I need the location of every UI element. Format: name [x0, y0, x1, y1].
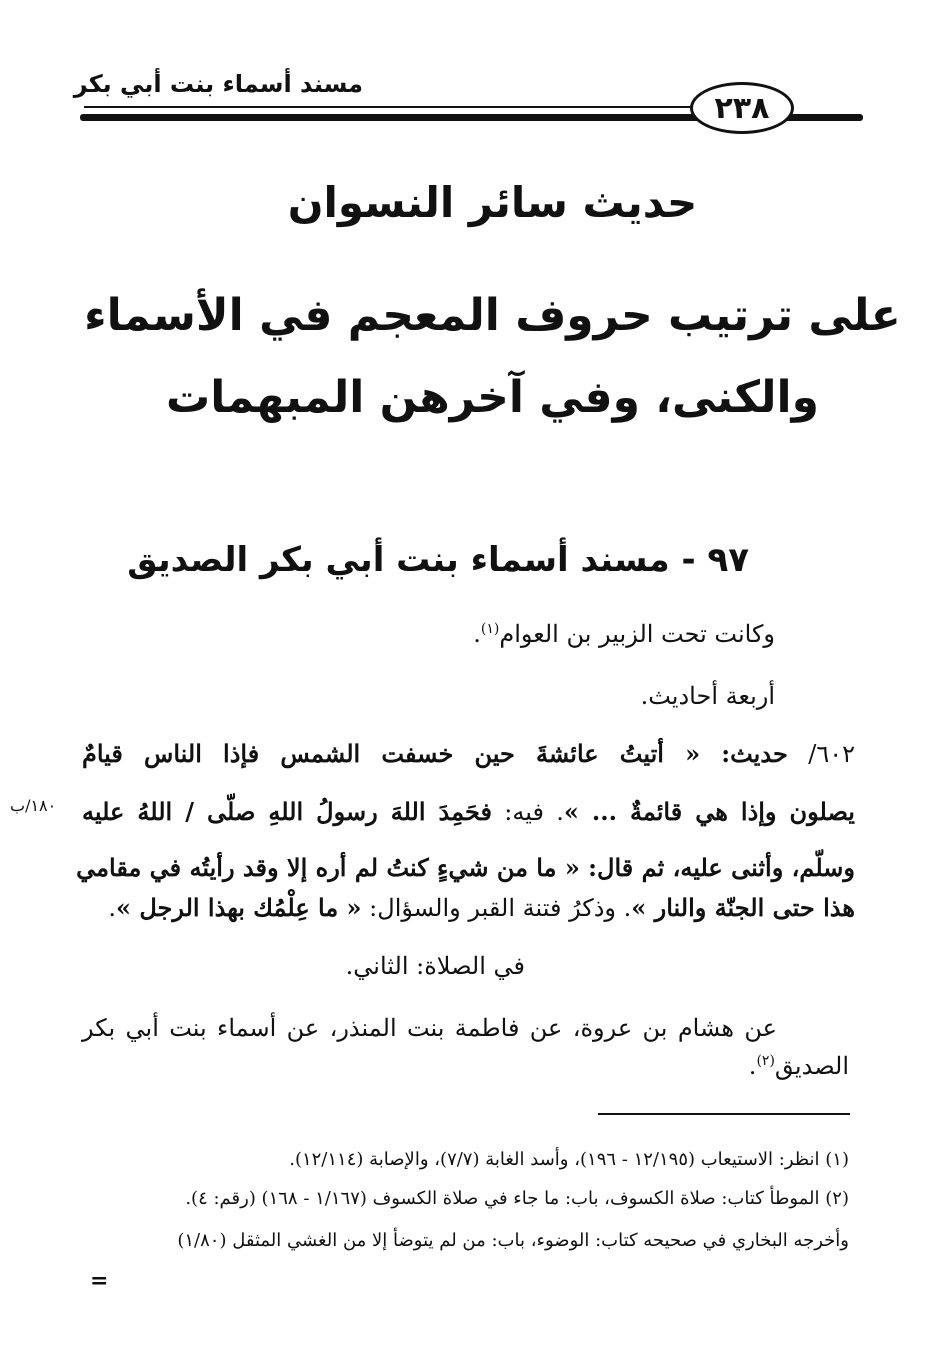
hadith-label: حديث: — [700, 739, 788, 768]
footnote-2-continued: وأخرجه البخاري في صحيحه كتاب: الوضوء، باب: من لم يتوضأ إلا من الغشي المثقل (١/٨٠) — [177, 1230, 849, 1251]
page-number — [690, 82, 794, 134]
hadith-text-1: « أتيتُ عائشةَ حين خسفت الشمس فإذا الناس قيامٌ — [82, 739, 701, 768]
body-line-8: عن هشام بن عروة، عن فاطمة بنت المنذر، عن أسماء بنت أبي بكر — [82, 1014, 777, 1042]
body-line-2: أربعة أحاديث. — [640, 682, 775, 710]
body-line-9-end: . — [748, 1052, 757, 1080]
footnote-1: (١) انظر: الاستيعاب (١٢/١٩٥ - ١٩٦)، وأسد الغابة (٧/٧)، والإصابة (١٢/١١٤). — [289, 1149, 849, 1170]
hadith-text-4d: . — [108, 894, 116, 922]
page-number-text: ٢٣٨ — [714, 90, 770, 126]
hadith-text-4c: « ما عِلْمُك بهذا الرجل » — [115, 893, 362, 922]
hadith-line-3: وسلّم، وأثنى عليه، ثم قال: « ما من شيءٍ كنتُ لم أره إلا وقد رأيتُه في مقامي — [76, 853, 855, 882]
section-heading: ٩٧ - مسند أسماء بنت أبي بكر الصديق — [127, 540, 749, 580]
footnote-ref-2[interactable]: (٢) — [756, 1053, 775, 1069]
hadith-text-2a: يصلون وإذا هي قائمةٌ ... » — [563, 797, 855, 826]
hadith-text-2b: . فيه: — [491, 798, 564, 826]
body-line-9-text: الصديق — [774, 1052, 849, 1080]
body-line-1-end: . — [473, 620, 481, 648]
body-line-1-text: وكانت تحت الزبير بن العوام — [499, 620, 775, 648]
body-line-7: في الصلاة: الثاني. — [345, 952, 525, 980]
hadith-line-1 — [82, 738, 855, 770]
hadith-text-2c: فحَمِدَ اللهَ رسولُ اللهِ صلّى / اللهُ عليه — [82, 797, 492, 826]
continuation-mark: = — [90, 1268, 109, 1294]
main-title-line-1: حديث سائر النسوان — [287, 178, 698, 227]
hadith-line-2 — [82, 796, 855, 828]
body-line-1 — [473, 618, 775, 650]
main-title-line-3: والكنى، وفي آخرهن المبهمات — [166, 372, 819, 423]
footnote-ref-1[interactable]: (١) — [480, 621, 500, 637]
hadith-number: ٦٠٢/ — [787, 740, 855, 768]
running-title: مسند أسماء بنت أبي بكر — [73, 70, 363, 98]
hadith-line-4 — [108, 892, 855, 924]
hadith-text-4b: . وذكرُ فتنة القبر والسؤال: — [361, 894, 632, 922]
hadith-text-4a: هذا حتى الجنّة والنار » — [631, 893, 855, 922]
header-rule-thin — [84, 106, 705, 108]
body-line-9 — [749, 1050, 849, 1082]
main-title-line-2: على ترتيب حروف المعجم في الأسماء — [84, 290, 901, 341]
margin-note: ١٨٠/ب — [10, 796, 57, 815]
footnote-separator — [598, 1113, 850, 1115]
footnote-2: (٢) الموطأ كتاب: صلاة الكسوف، باب: ما جاء في صلاة الكسوف (١/١٦٧ - ١٦٨) (رقم: ٤). — [185, 1188, 849, 1209]
